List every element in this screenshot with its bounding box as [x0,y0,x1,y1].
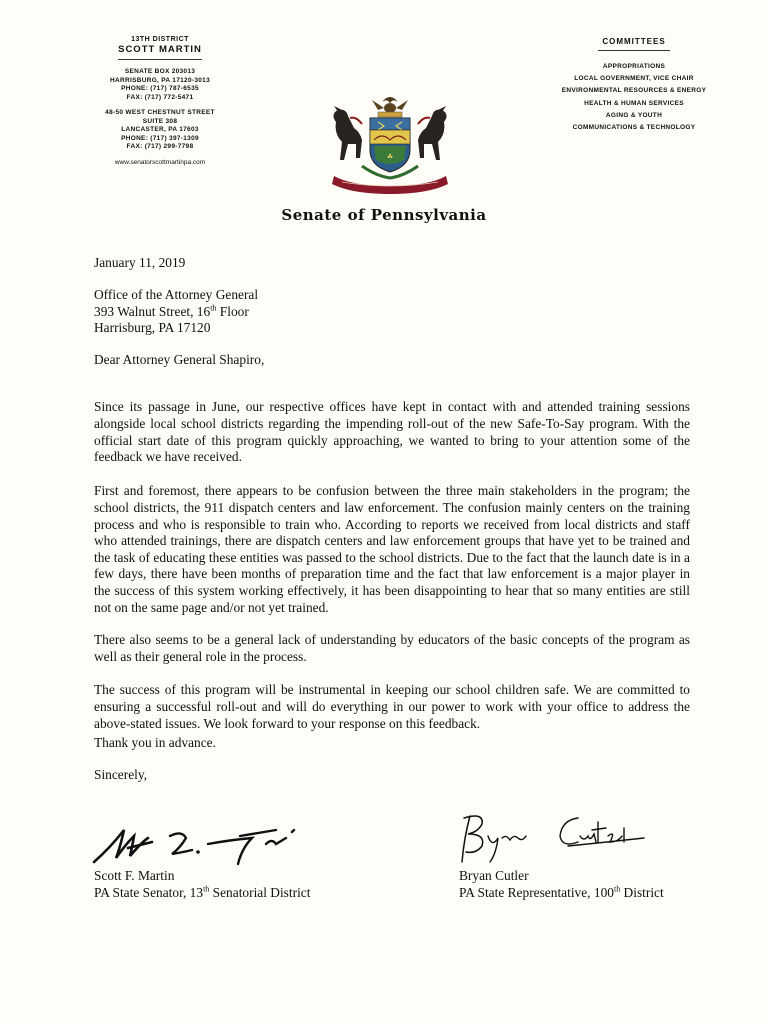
district-address [80,109,240,152]
committee-list [550,61,718,134]
senator-name: SCOTT MARTIN [118,44,202,55]
thanks-line: Thank you in advance. [94,735,216,750]
capitol-line: SENATE BOX 203013 [124,68,196,75]
signer-name: Scott F. Martin [94,868,175,883]
capitol-line: HARRISBURG, PA 17120-3013 [110,76,210,84]
body-paragraph: There also seems to be a general lack of understanding by educators of the basic concepts of the program as well as their general role in the process. [94,632,690,664]
body-paragraph: Since its passage in June, our respective offices have kept in contact with and attended training sessions alongside local school districts regarding the impending roll-out of the new Safe-To-Say program. With the official start date of this program quickly approaching, we wanted to bring to your attention some of the feedback we have received. [94,399,690,465]
committees-divider [598,50,670,51]
signer-block-martin [94,868,310,901]
recipient-line: Harrisburg, PA 17120 [94,320,211,336]
committee-item: LOCAL GOVERNMENT, VICE CHAIR [574,75,694,83]
letterhead-committees [550,37,718,134]
signer-name: Bryan Cutler [459,868,529,883]
district-line: 48-50 WEST CHESTNUT STREET [105,109,215,116]
committee-item: HEALTH & HUMAN SERVICES [584,99,684,107]
closing-line: Sincerely, [94,767,148,782]
signer-title: PA State Representative, 100th District [459,884,664,900]
recipient-address [94,287,690,337]
district-line: PHONE: (717) 397-1309 [121,134,199,142]
district-line: FAX: (717) 299-7798 [126,143,194,150]
salutation: Dear Attorney General Shapiro, [94,352,265,367]
body-paragraph: The success of this program will be instrumental in keeping our school children safe. We are committed to ensuring a successful roll-out and will do everything in our power to work with your office to address the above-stated issues. We look forward to your response on this feedback. [94,682,690,731]
district-line: LANCASTER, PA 17603 [121,126,199,133]
committee-item: AGING & YOUTH [605,111,663,119]
recipient-line: 393 Walnut Street, 16th Floor [94,303,249,319]
capitol-address [80,68,240,102]
district-label: 13TH DISTRICT [131,36,189,43]
capitol-line: FAX: (717) 772-5471 [126,93,194,101]
letter-date: January 11, 2019 [94,255,186,270]
committee-item: ENVIRONMENTAL RESOURCES & ENERGY [561,87,707,95]
recipient-line: Office of the Attorney General [94,287,259,302]
capitol-line: PHONE: (717) 787-6535 [121,85,199,92]
signature-bryan-cutler [458,808,648,868]
body-paragraph: First and foremost, there appears to be confusion between the three main stakeholders in the program; the school districts, the 911 dispatch centers and law enforcement. The confusion mainly centers on the training process and who is responsible to train who. According to reports we received from local districts and staff who attended trainings, there are dispatch centers and law enforcement groups that have yet to be trained and the task of educating these entities was passed to the school districts. Due to the fact that the launch date is in a few days, there have been months of preparation time and the fact that law enforcement is a major player in the success of this system working effectively, it has been disappointing to hear that so many entities are still not on the same page and/or not yet trained. [94,483,690,615]
letterhead-divider [118,59,202,60]
letterhead-left [80,36,240,166]
committees-heading: COMMITTEES [602,37,666,46]
website-text: www.senatorscottmartinpa.com [114,158,206,166]
signer-title: PA State Senator, 13th Senatorial District [94,884,311,900]
svg-text:☘: ☘ [386,153,394,161]
pennsylvania-coat-of-arms-icon [312,88,468,194]
committee-item: COMMUNICATIONS & TECHNOLOGY [572,124,696,132]
committee-item: APPROPRIATIONS [602,63,666,70]
signature-scott-martin [90,818,320,870]
signer-block-cutler [459,868,664,901]
district-line: SUITE 308 [142,117,178,125]
senate-title: Senate of Pennsylvania [281,206,487,224]
